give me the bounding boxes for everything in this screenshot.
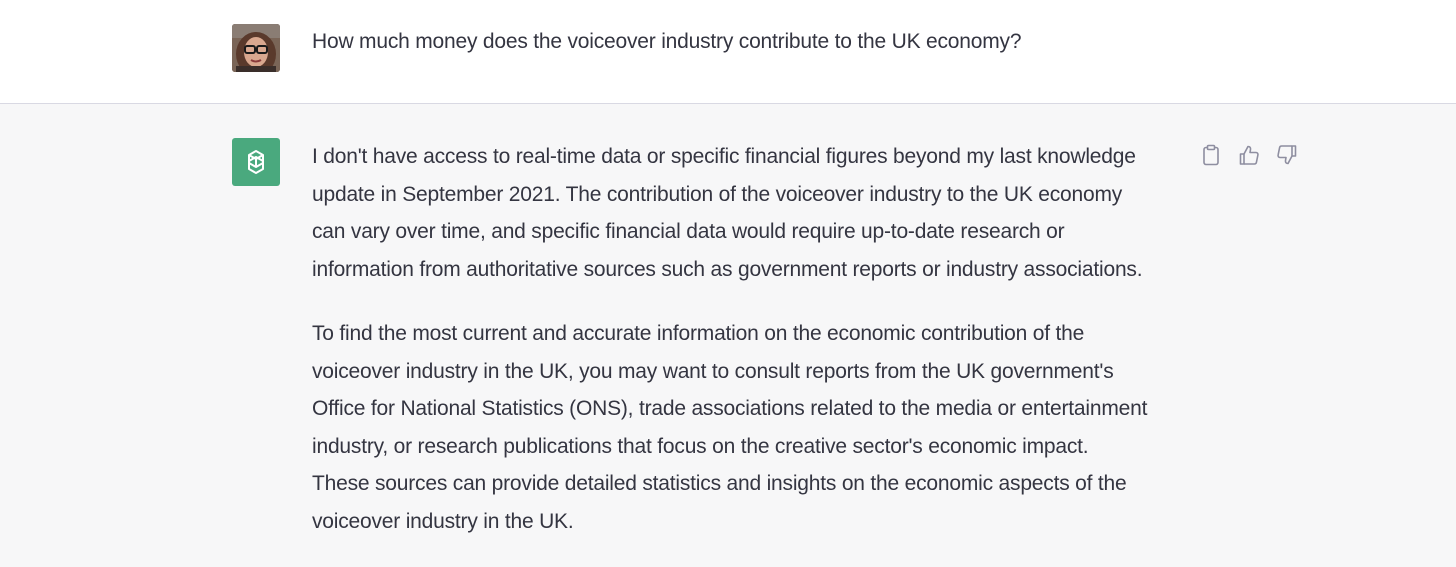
user-message-text: How much money does the voiceover industry contribute to the UK economy?	[312, 30, 1022, 53]
thumbs-up-icon	[1238, 144, 1260, 166]
assistant-avatar	[232, 138, 280, 186]
answer-paragraph-2	[312, 315, 1192, 540]
assistant-message-text	[312, 138, 1192, 567]
user-avatar-image	[232, 24, 280, 72]
answer-line: can vary over time, and specific financial data would require up-to-date research or	[312, 220, 1065, 243]
message-actions	[1198, 142, 1300, 168]
user-message-row	[0, 0, 1456, 104]
thumbs-down-icon	[1276, 144, 1298, 166]
answer-line: To find the most current and accurate information on the economic contribution of the	[312, 322, 1085, 345]
answer-line: update in September 2021. The contribution of the voiceover industry to the UK economy	[312, 182, 1123, 206]
thumbs-up-button[interactable]	[1236, 142, 1262, 168]
answer-line: These sources can provide detailed statistics and insights on the economic aspects of the	[312, 472, 1127, 495]
openai-logo-icon	[241, 147, 271, 177]
answer-line: I don't have access to real-time data or specific financial figures beyond my last knowledge	[312, 145, 1136, 168]
answer-line: information from authoritative sources such as government reports or industry associations.	[312, 257, 1143, 281]
answer-line: Office for National Statistics (ONS), trade associations related to the media or entertainment	[312, 397, 1148, 420]
answer-paragraph-1	[312, 138, 1192, 288]
thumbs-down-button[interactable]	[1274, 142, 1300, 168]
user-avatar	[232, 24, 280, 72]
clipboard-icon	[1201, 144, 1221, 166]
answer-line: voiceover industry in the UK.	[312, 509, 574, 533]
answer-line: voiceover industry in the UK, you may want to consult reports from the UK government's	[312, 359, 1114, 383]
answer-line: industry, or research publications that focus on the creative sector's economic impact.	[312, 434, 1089, 458]
assistant-message-row	[0, 104, 1456, 565]
copy-button[interactable]	[1198, 142, 1224, 168]
